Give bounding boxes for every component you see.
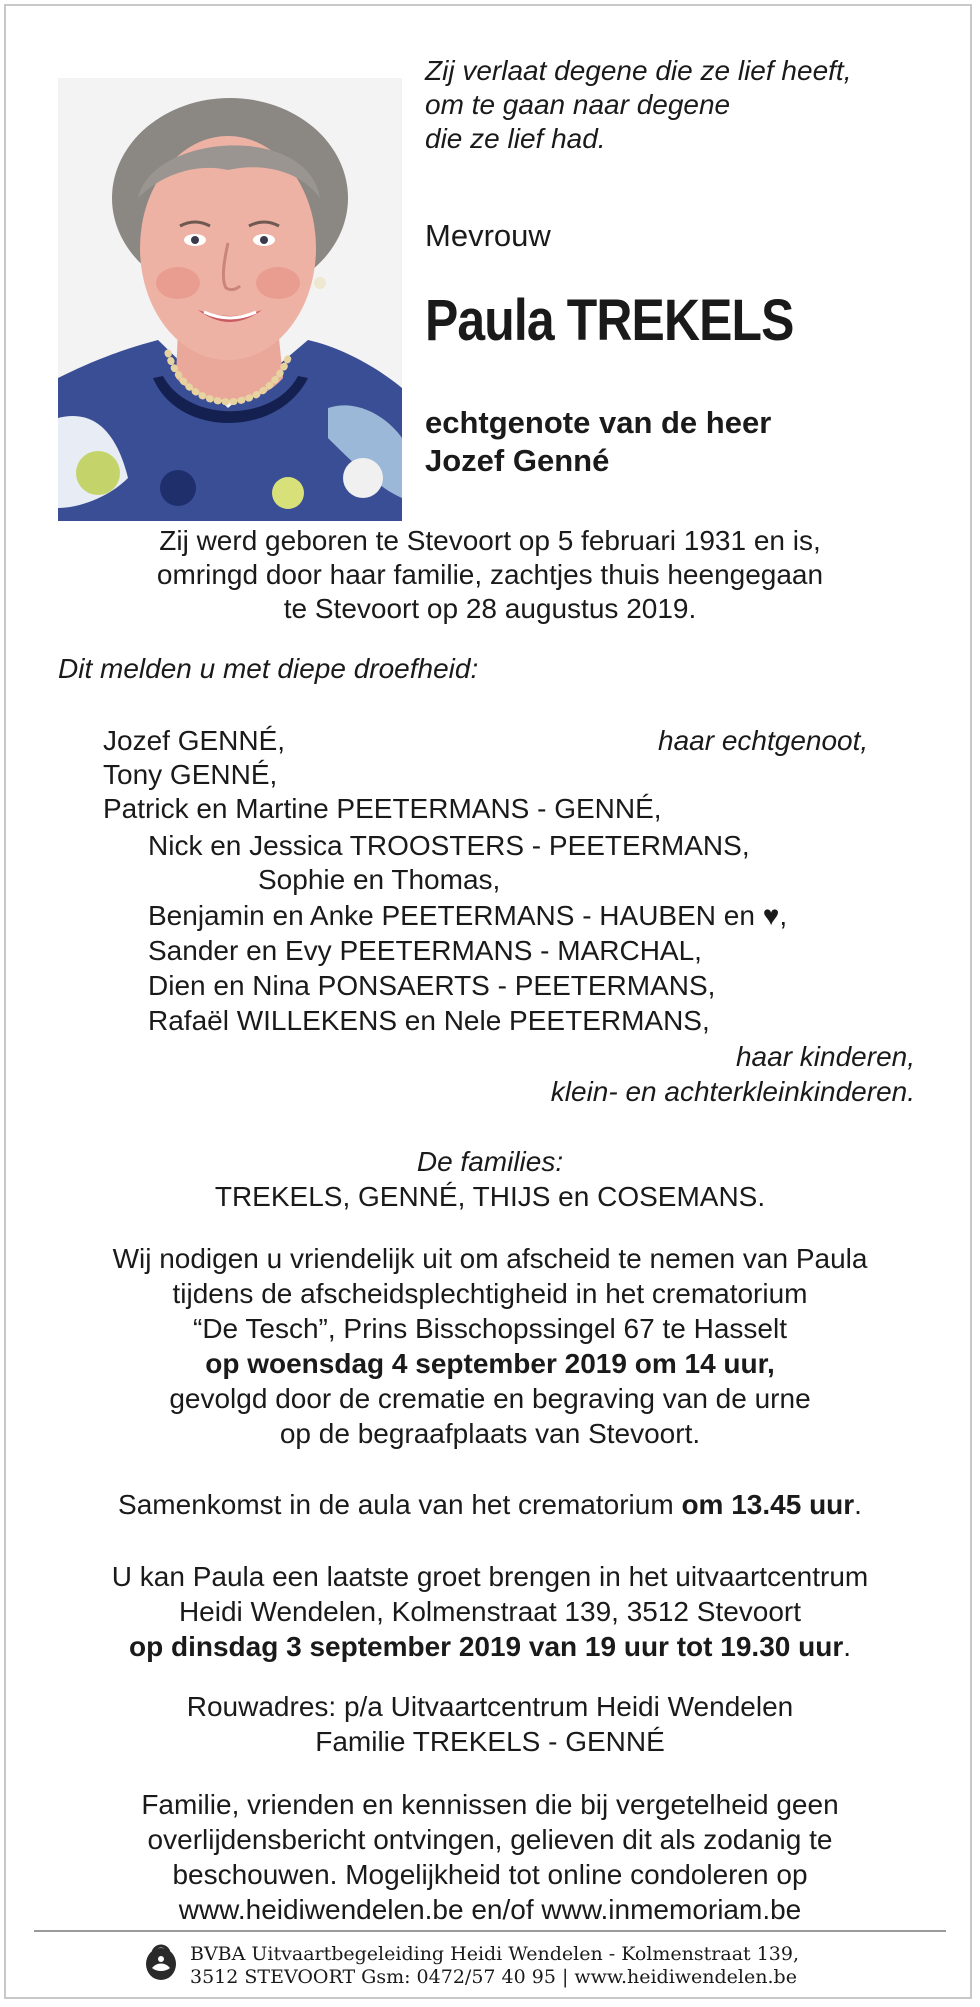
salutation: Mevrouw — [425, 218, 551, 253]
mourner-role-grandchildren: klein- en achterkleinkinderen. — [550, 1076, 915, 1107]
birth-death-line-2: omringd door haar familie, zachtjes thuis heengegaan — [156, 559, 824, 590]
gathering-time: om 13.45 uur — [681, 1489, 855, 1520]
footer-line-1: BVBA Uitvaartbegeleiding Heidi Wendelen - Kolmenstraat 139, — [190, 1943, 800, 1965]
quote-line-2: om te gaan naar degene — [425, 89, 731, 120]
visitation-date: op dinsdag 3 september 2019 van 19 uur tot 19.30 uur — [128, 1631, 844, 1662]
gathering-text: Samenkomst in de aula van het crematorium — [118, 1489, 682, 1520]
funeral-home-logo-icon — [144, 1942, 178, 1982]
visitation-end: . — [843, 1631, 851, 1662]
ceremony-line-3: “De Tesch”, Prins Bisschopssingel 67 te Hasselt — [193, 1313, 787, 1344]
footer-line-2: 3512 STEVOORT Gsm: 0472/57 40 95 | www.heidiwendelen.be — [190, 1966, 797, 1988]
families-label: De families: — [416, 1146, 564, 1177]
mourner-child-2: Patrick en Martine PEETERMANS - GENNÉ, — [103, 793, 662, 824]
gathering-end: . — [854, 1489, 862, 1520]
mourner-great-grandchildren: Sophie en Thomas, — [258, 864, 501, 895]
mourner-grandchild-3: Sander en Evy PEETERMANS - MARCHAL, — [148, 935, 702, 966]
portrait-photo — [58, 78, 402, 521]
ceremony-line-1: Wij nodigen u vriendelijk uit om afscheid te nemen van Paula — [112, 1243, 868, 1274]
gathering-line — [0, 1488, 980, 1522]
visitation-line-1: U kan Paula een laatste groet brengen in het uitvaartcentrum — [111, 1561, 869, 1592]
families-names: TREKELS, GENNÉ, THIJS en COSEMANS. — [214, 1181, 766, 1212]
mourner-grandchild-2: Benjamin en Anke PEETERMANS - HAUBEN en ♥, — [148, 900, 788, 931]
deceased-name: Paula TREKELS — [425, 288, 794, 353]
announce-intro: Dit melden u met diepe droefheid: — [58, 653, 479, 684]
mourner-grandchild-5: Rafaël WILLEKENS en Nele PEETERMANS, — [148, 1005, 710, 1036]
address-line-1: Rouwadres: p/a Uitvaartcentrum Heidi Wendelen — [186, 1691, 794, 1722]
quote-line-1: Zij verlaat degene die ze lief heeft, — [425, 55, 852, 86]
spouse-line-2: Jozef Genné — [425, 443, 610, 478]
birth-death-line-3: te Stevoort op 28 augustus 2019. — [283, 593, 697, 624]
mourner-child-1: Tony GENNÉ, — [103, 759, 278, 790]
closing-line-1: Familie, vrienden en kennissen die bij vergetelheid geen — [141, 1789, 839, 1820]
closing-line-3: beschouwen. Mogelijkheid tot online condoleren op — [172, 1859, 808, 1890]
birth-death-line-1: Zij werd geboren te Stevoort op 5 februari 1931 en is, — [159, 525, 821, 556]
ceremony-line-2: tijdens de afscheidsplechtigheid in het crematorium — [172, 1278, 808, 1309]
footer-divider — [34, 1930, 946, 1932]
spouse-line-1: echtgenote van de heer — [425, 405, 772, 440]
mourner-grandchild-1: Nick en Jessica TROOSTERS - PEETERMANS, — [148, 830, 750, 861]
quote-line-3: die ze lief had. — [425, 123, 606, 154]
visitation-line-2: Heidi Wendelen, Kolmenstraat 139, 3512 Stevoort — [178, 1596, 802, 1627]
closing-line-2: overlijdensbericht ontvingen, gelieven dit als zodanig te — [147, 1824, 833, 1855]
address-line-2: Familie TREKELS - GENNÉ — [315, 1726, 665, 1757]
ceremony-line-5: op de begraafplaats van Stevoort. — [279, 1418, 701, 1449]
mourner-grandchild-4: Dien en Nina PONSAERTS - PEETERMANS, — [148, 970, 716, 1001]
ceremony-line-4: gevolgd door de crematie en begraving van de urne — [169, 1383, 811, 1414]
ceremony-date: op woensdag 4 september 2019 om 14 uur, — [205, 1348, 775, 1379]
mourner-role-children: haar kinderen, — [735, 1041, 915, 1072]
mourner-spouse-role: haar echtgenoot, — [658, 725, 869, 756]
visitation-date-line — [0, 1630, 980, 1664]
closing-line-4: www.heidiwendelen.be en/of www.inmemoriam.be — [178, 1894, 802, 1925]
mourner-spouse: Jozef GENNÉ, — [103, 725, 286, 756]
